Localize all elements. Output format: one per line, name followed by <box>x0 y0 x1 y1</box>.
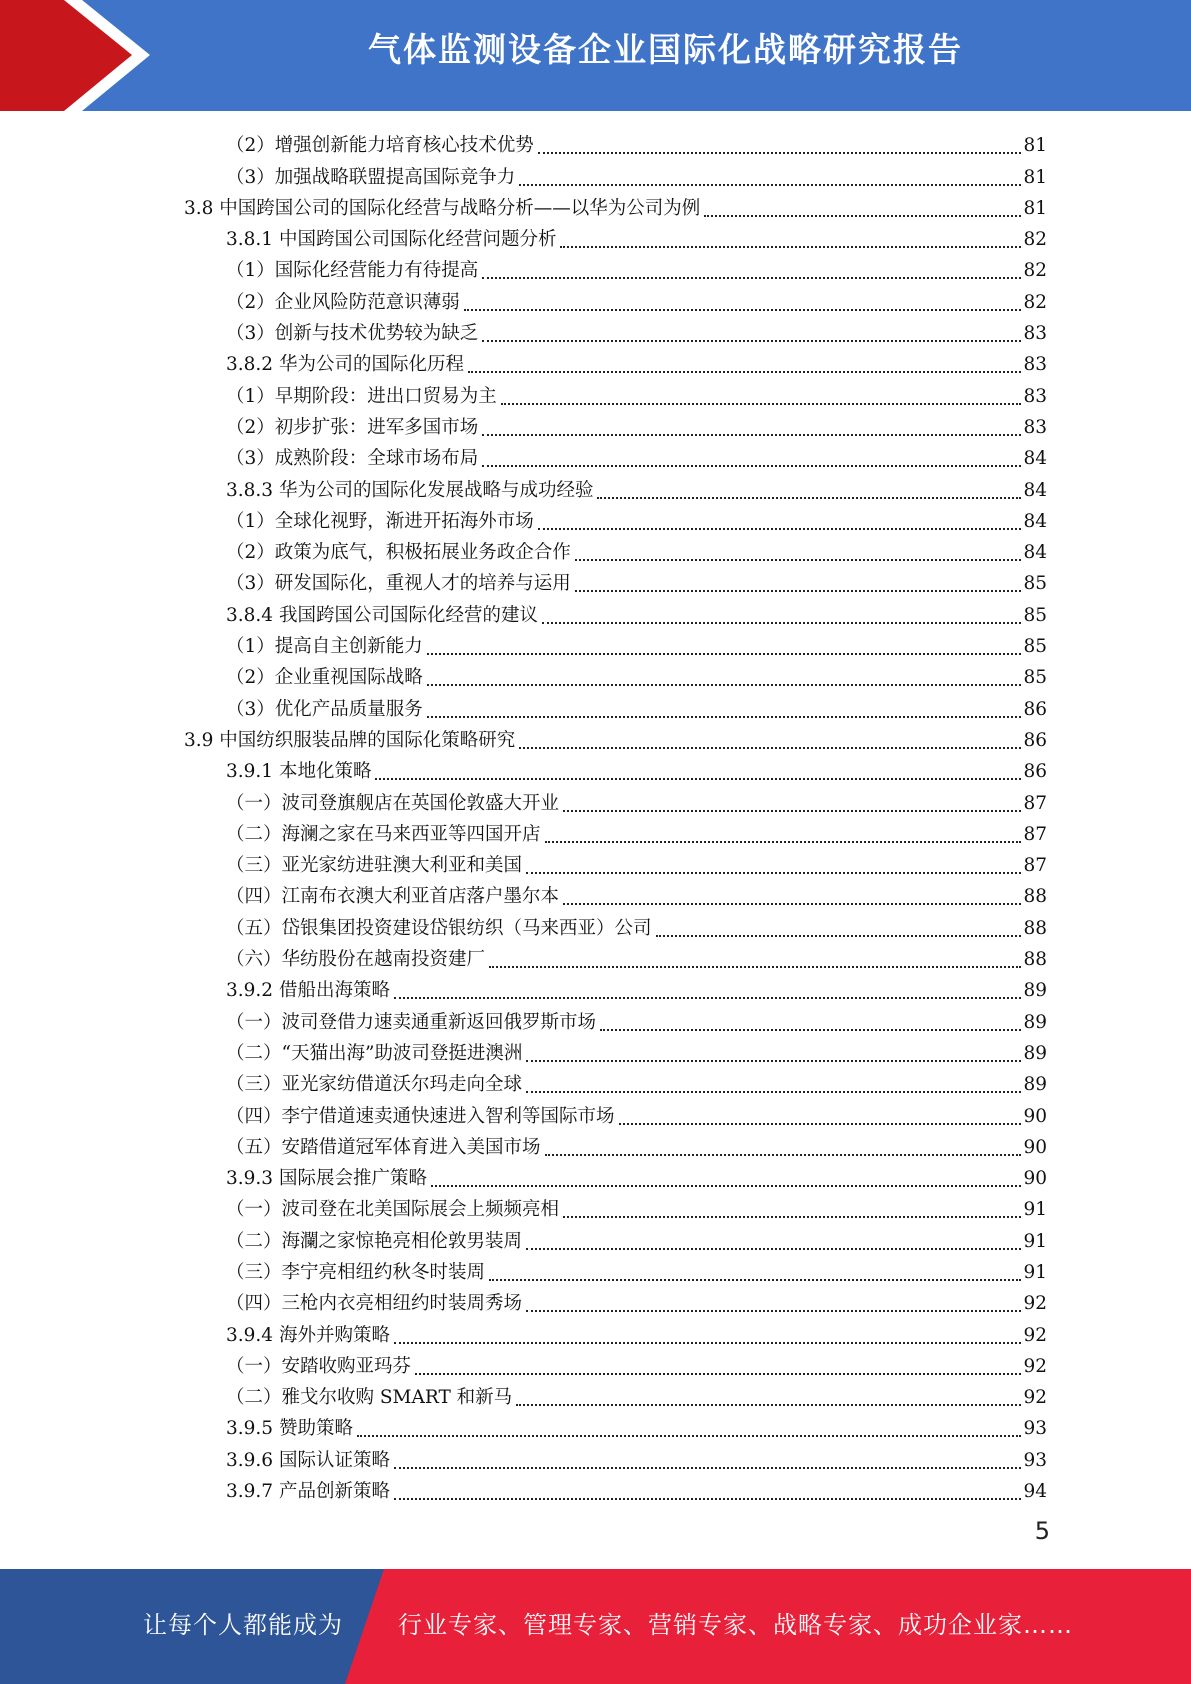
dot-leader <box>415 1359 1021 1375</box>
toc-entry-title: （四）江南布衣澳大利亚首店落户墨尔本 <box>226 886 560 908</box>
toc-entry-title: 3.9.5 赞助策略 <box>226 1418 353 1440</box>
dot-leader <box>704 201 1021 217</box>
toc-entry-page: 82 <box>1023 291 1047 313</box>
dot-leader <box>538 514 1022 530</box>
toc-entry-title: （3）优化产品质量服务 <box>226 698 423 720</box>
toc-entry-page: 89 <box>1023 1042 1047 1064</box>
toc-entry-title: （四）三枪内衣亮相纽约时装周秀场 <box>226 1293 523 1315</box>
toc-entry-title: 3.8.3 华为公司的国际化发展战略与成功经验 <box>226 479 594 501</box>
dot-leader <box>489 952 1021 968</box>
toc-entry-page: 89 <box>1023 1074 1047 1096</box>
dot-leader <box>427 702 1022 718</box>
dot-leader <box>575 545 1022 561</box>
toc-entry-title: （六）华纺股份在越南投资建厂 <box>226 949 486 971</box>
toc-entry-title: （2）增强创新能力培育核心技术优势 <box>226 135 534 157</box>
toc-entry-page: 90 <box>1023 1136 1047 1158</box>
toc-entry-title: （二）海瀾之家惊艳亮相伦敦男装周 <box>226 1230 523 1252</box>
toc-entry[interactable] <box>0 1254 1047 1285</box>
toc-entry-page: 92 <box>1023 1324 1047 1346</box>
toc-entry-title: 3.8 中国跨国公司的国际化经营与战略分析——以华为公司为例 <box>184 197 701 219</box>
toc-entry-title: （1）早期阶段：进出口贸易为主 <box>226 385 497 407</box>
dot-leader <box>526 1296 1021 1312</box>
toc-entry-page: 93 <box>1023 1418 1047 1440</box>
toc-entry-title: （四）李宁借道速卖通快速进入智利等国际市场 <box>226 1105 615 1127</box>
toc-entry[interactable] <box>0 1441 1047 1472</box>
dot-leader <box>468 357 1021 373</box>
toc-entry-page: 84 <box>1023 542 1047 564</box>
toc-entry-page: 86 <box>1023 729 1047 751</box>
toc-entry-page: 91 <box>1023 1199 1047 1221</box>
dot-leader <box>563 796 1021 812</box>
toc-entry[interactable] <box>0 440 1047 471</box>
toc-entry-title: （2）企业重视国际战略 <box>226 667 423 689</box>
dot-leader <box>501 389 1022 405</box>
toc-entry[interactable] <box>0 190 1047 221</box>
footer-slogan-left: 让每个人都能成为 <box>143 1611 343 1639</box>
toc-entry-title: （1）全球化视野，渐进开拓海外市场 <box>226 510 534 532</box>
dot-leader <box>563 1202 1021 1218</box>
toc-entry-page: 90 <box>1023 1168 1047 1190</box>
toc-entry[interactable] <box>0 596 1047 627</box>
toc-entry-page: 85 <box>1023 604 1047 626</box>
toc-entry[interactable] <box>0 972 1047 1003</box>
toc-entry-title: （2）初步扩张：进军多国市场 <box>226 416 479 438</box>
toc-entry-page: 90 <box>1023 1105 1047 1127</box>
toc-entry-title: （1）国际化经营能力有待提高 <box>226 260 479 282</box>
toc-entry-page: 92 <box>1023 1387 1047 1409</box>
toc-entry[interactable] <box>0 471 1047 502</box>
report-title: 气体监测设备企业国际化战略研究报告 <box>368 30 963 69</box>
toc-entry-title: 3.9.4 海外并购策略 <box>226 1324 390 1346</box>
dot-leader <box>519 733 1021 749</box>
toc-entry[interactable] <box>0 221 1047 252</box>
toc-entry[interactable] <box>0 252 1047 283</box>
dot-leader <box>516 1390 1021 1406</box>
toc-entry[interactable] <box>0 784 1047 815</box>
toc-entry[interactable] <box>0 909 1047 940</box>
toc-entry-title: 3.8.2 华为公司的国际化历程 <box>226 354 464 376</box>
toc-entry-title: 3.9.7 产品创新策略 <box>226 1481 390 1503</box>
toc-entry-title: （3）创新与技术优势较为缺乏 <box>226 323 479 345</box>
toc-entry[interactable] <box>0 1097 1047 1128</box>
dot-leader <box>357 1421 1022 1437</box>
dot-leader <box>482 451 1021 467</box>
toc-entry-title: 3.8.1 中国跨国公司国际化经营问题分析 <box>226 229 557 251</box>
toc-entry[interactable] <box>0 1285 1047 1316</box>
dot-leader <box>526 858 1021 874</box>
dot-leader <box>575 576 1022 592</box>
toc-entry[interactable] <box>0 1129 1047 1160</box>
toc-entry-title: （五）安踏借道冠军体育进入美国市场 <box>226 1136 541 1158</box>
toc-entry-page: 84 <box>1023 510 1047 532</box>
toc-entry-page: 88 <box>1023 886 1047 908</box>
page-footer <box>0 1569 1191 1684</box>
toc-entry-title: 3.9.3 国际展会推广策略 <box>226 1168 427 1190</box>
toc-entry[interactable] <box>0 1473 1047 1504</box>
toc-entry-page: 81 <box>1023 166 1047 188</box>
dot-leader <box>482 420 1021 436</box>
toc-entry[interactable] <box>0 1348 1047 1379</box>
page-number: 5 <box>1034 1517 1050 1545</box>
table-of-contents <box>0 127 1191 1504</box>
toc-entry-title: 3.9.1 本地化策略 <box>226 761 372 783</box>
toc-entry-title: （1）提高自主创新能力 <box>226 636 423 658</box>
dot-leader <box>538 138 1022 154</box>
toc-entry-title: 3.9.6 国际认证策略 <box>226 1449 390 1471</box>
chevron-decoration-icon <box>0 0 160 111</box>
toc-entry-page: 91 <box>1023 1230 1047 1252</box>
toc-entry-page: 86 <box>1023 698 1047 720</box>
dot-leader <box>526 1234 1021 1250</box>
toc-entry[interactable] <box>0 1160 1047 1191</box>
toc-entry[interactable] <box>0 941 1047 972</box>
toc-entry[interactable] <box>0 534 1047 565</box>
toc-entry-title: （三）李宁亮相纽约秋冬时装周 <box>226 1261 486 1283</box>
toc-entry[interactable] <box>0 158 1047 189</box>
dot-leader <box>600 1015 1021 1031</box>
toc-entry[interactable] <box>0 1379 1047 1410</box>
toc-entry[interactable] <box>0 1222 1047 1253</box>
toc-entry-title: （一）安踏收购亚玛芬 <box>226 1355 412 1377</box>
dot-leader <box>431 1171 1021 1187</box>
toc-entry[interactable] <box>0 127 1047 158</box>
toc-entry-page: 92 <box>1023 1293 1047 1315</box>
dot-leader <box>619 1109 1022 1125</box>
toc-entry-page: 87 <box>1023 823 1047 845</box>
toc-entry-title: （3）加强战略联盟提高国际竞争力 <box>226 166 516 188</box>
toc-entry[interactable] <box>0 753 1047 784</box>
footer-slogan-right: 行业专家、管理专家、营销专家、战略专家、成功企业家…… <box>398 1611 1073 1639</box>
dot-leader <box>563 889 1021 905</box>
dot-leader <box>482 263 1021 279</box>
dot-leader <box>394 983 1021 999</box>
toc-entry-page: 85 <box>1023 667 1047 689</box>
toc-entry-title: 3.9 中国纺织服装品牌的国际化策略研究 <box>184 729 516 751</box>
toc-entry[interactable] <box>0 1316 1047 1347</box>
toc-entry[interactable] <box>0 628 1047 659</box>
dot-leader <box>545 1140 1022 1156</box>
toc-entry[interactable] <box>0 878 1047 909</box>
toc-entry[interactable] <box>0 690 1047 721</box>
dot-leader <box>394 1484 1021 1500</box>
toc-entry-title: （3）研发国际化，重视人才的培养与运用 <box>226 573 571 595</box>
dot-leader <box>545 827 1022 843</box>
toc-entry-title: （二）雅戈尔收购 SMART 和新马 <box>226 1387 513 1409</box>
toc-entry-title: 3.9.2 借船出海策略 <box>226 980 390 1002</box>
toc-entry-title: （3）成熟阶段：全球市场布局 <box>226 448 479 470</box>
toc-entry[interactable] <box>0 659 1047 690</box>
toc-entry[interactable] <box>0 1035 1047 1066</box>
page-header <box>0 0 1191 111</box>
toc-entry-page: 83 <box>1023 416 1047 438</box>
dot-leader <box>427 670 1022 686</box>
toc-entry[interactable] <box>0 1410 1047 1441</box>
toc-entry[interactable] <box>0 283 1047 314</box>
toc-entry-page: 83 <box>1023 354 1047 376</box>
toc-entry[interactable] <box>0 565 1047 596</box>
toc-entry[interactable] <box>0 503 1047 534</box>
toc-entry-title: （2）企业风险防范意识薄弱 <box>226 291 460 313</box>
toc-entry[interactable] <box>0 847 1047 878</box>
dot-leader <box>482 326 1021 342</box>
dot-leader <box>489 1265 1021 1281</box>
toc-entry-page: 89 <box>1023 1011 1047 1033</box>
toc-entry[interactable] <box>0 1066 1047 1097</box>
dot-leader <box>394 1328 1021 1344</box>
toc-entry-page: 88 <box>1023 949 1047 971</box>
dot-leader <box>375 764 1021 780</box>
toc-entry-title: （二）“天猫出海”助波司登挺进澳洲 <box>226 1042 523 1064</box>
toc-entry-title: 3.8.4 我国跨国公司国际化经营的建议 <box>226 604 538 626</box>
toc-entry[interactable] <box>0 1003 1047 1034</box>
dot-leader <box>464 295 1022 311</box>
toc-entry-title: （三）亚光家纺进驻澳大利亚和美国 <box>226 855 523 877</box>
toc-entry[interactable] <box>0 816 1047 847</box>
toc-entry-title: （一）波司登借力速卖通重新返回俄罗斯市场 <box>226 1011 597 1033</box>
toc-entry-page: 83 <box>1023 385 1047 407</box>
toc-entry-title: （一）波司登在北美国际展会上频频亮相 <box>226 1199 560 1221</box>
toc-entry-title: （五）岱银集团投资建设岱银纺织（马来西亚）公司 <box>226 917 652 939</box>
toc-entry[interactable] <box>0 1191 1047 1222</box>
dot-leader <box>394 1453 1021 1469</box>
toc-entry-page: 85 <box>1023 573 1047 595</box>
dot-leader <box>656 921 1022 937</box>
toc-entry[interactable] <box>0 409 1047 440</box>
toc-entry[interactable] <box>0 315 1047 346</box>
dot-leader <box>542 608 1021 624</box>
dot-leader <box>526 1077 1021 1093</box>
dot-leader <box>526 1046 1021 1062</box>
toc-entry[interactable] <box>0 377 1047 408</box>
toc-entry-page: 83 <box>1023 323 1047 345</box>
toc-entry-page: 85 <box>1023 636 1047 658</box>
toc-entry-page: 81 <box>1023 135 1047 157</box>
toc-entry-page: 91 <box>1023 1261 1047 1283</box>
toc-entry-page: 89 <box>1023 980 1047 1002</box>
toc-entry-page: 81 <box>1023 197 1047 219</box>
toc-entry-title: （三）亚光家纺借道沃尔玛走向全球 <box>226 1074 523 1096</box>
toc-entry[interactable] <box>0 722 1047 753</box>
toc-entry-title: （一）波司登旗舰店在英国伦敦盛大开业 <box>226 792 560 814</box>
toc-entry-page: 93 <box>1023 1449 1047 1471</box>
toc-entry-page: 82 <box>1023 260 1047 282</box>
toc-entry-title: （2）政策为底气，积极拓展业务政企合作 <box>226 542 571 564</box>
dot-leader <box>427 639 1022 655</box>
toc-entry-page: 87 <box>1023 792 1047 814</box>
toc-entry-page: 94 <box>1023 1481 1047 1503</box>
dot-leader <box>597 483 1021 499</box>
toc-entry-page: 84 <box>1023 479 1047 501</box>
toc-entry-page: 82 <box>1023 229 1047 251</box>
toc-entry-page: 88 <box>1023 917 1047 939</box>
toc-entry-page: 92 <box>1023 1355 1047 1377</box>
dot-leader <box>560 232 1021 248</box>
toc-entry-title: （二）海澜之家在马来西亚等四国开店 <box>226 823 541 845</box>
toc-entry-page: 86 <box>1023 761 1047 783</box>
dot-leader <box>519 170 1021 186</box>
toc-entry-page: 87 <box>1023 855 1047 877</box>
toc-entry-page: 84 <box>1023 448 1047 470</box>
toc-entry[interactable] <box>0 346 1047 377</box>
